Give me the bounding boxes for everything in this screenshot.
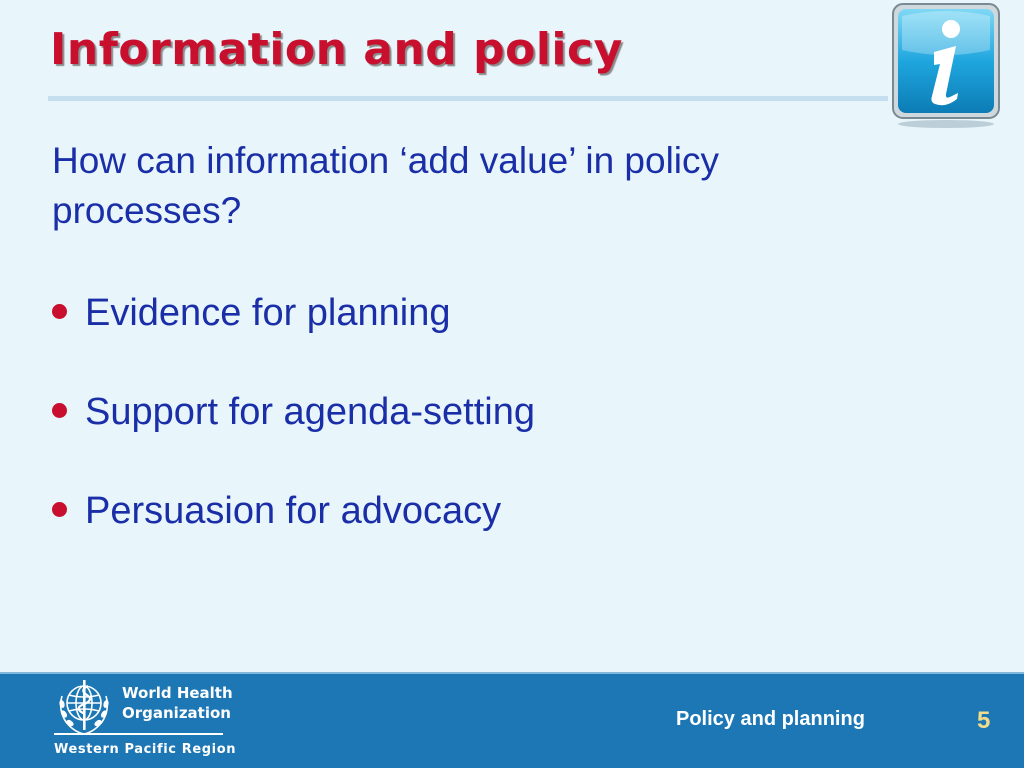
bullet-dot-icon [52,502,67,517]
organization-region: Western Pacific Region [54,742,237,757]
bullet-text: Support for agenda-setting [85,391,535,433]
organization-name-line1: World Health [122,684,233,702]
organization-name-line2: Organization [122,704,231,722]
page-number: 5 [977,707,991,734]
bullet-dot-icon [52,403,67,418]
bullet-item [52,288,535,387]
bullet-list [52,288,535,585]
bullet-item [52,387,535,486]
footer-divider [0,672,1024,674]
slide-title: Information and policy [50,24,623,75]
information-icon [890,2,1002,128]
bullet-text: Persuasion for advocacy [85,490,502,532]
organization-name [122,683,233,723]
who-emblem-logo [52,676,116,740]
title-underline [48,96,888,101]
section-label: Policy and planning [676,708,865,730]
bullet-item [52,486,535,585]
bullet-dot-icon [52,304,67,319]
bullet-text: Evidence for planning [85,292,451,334]
lead-question: How can information ‘add value’ in policy processes? [52,140,720,231]
organization-divider [54,733,223,735]
